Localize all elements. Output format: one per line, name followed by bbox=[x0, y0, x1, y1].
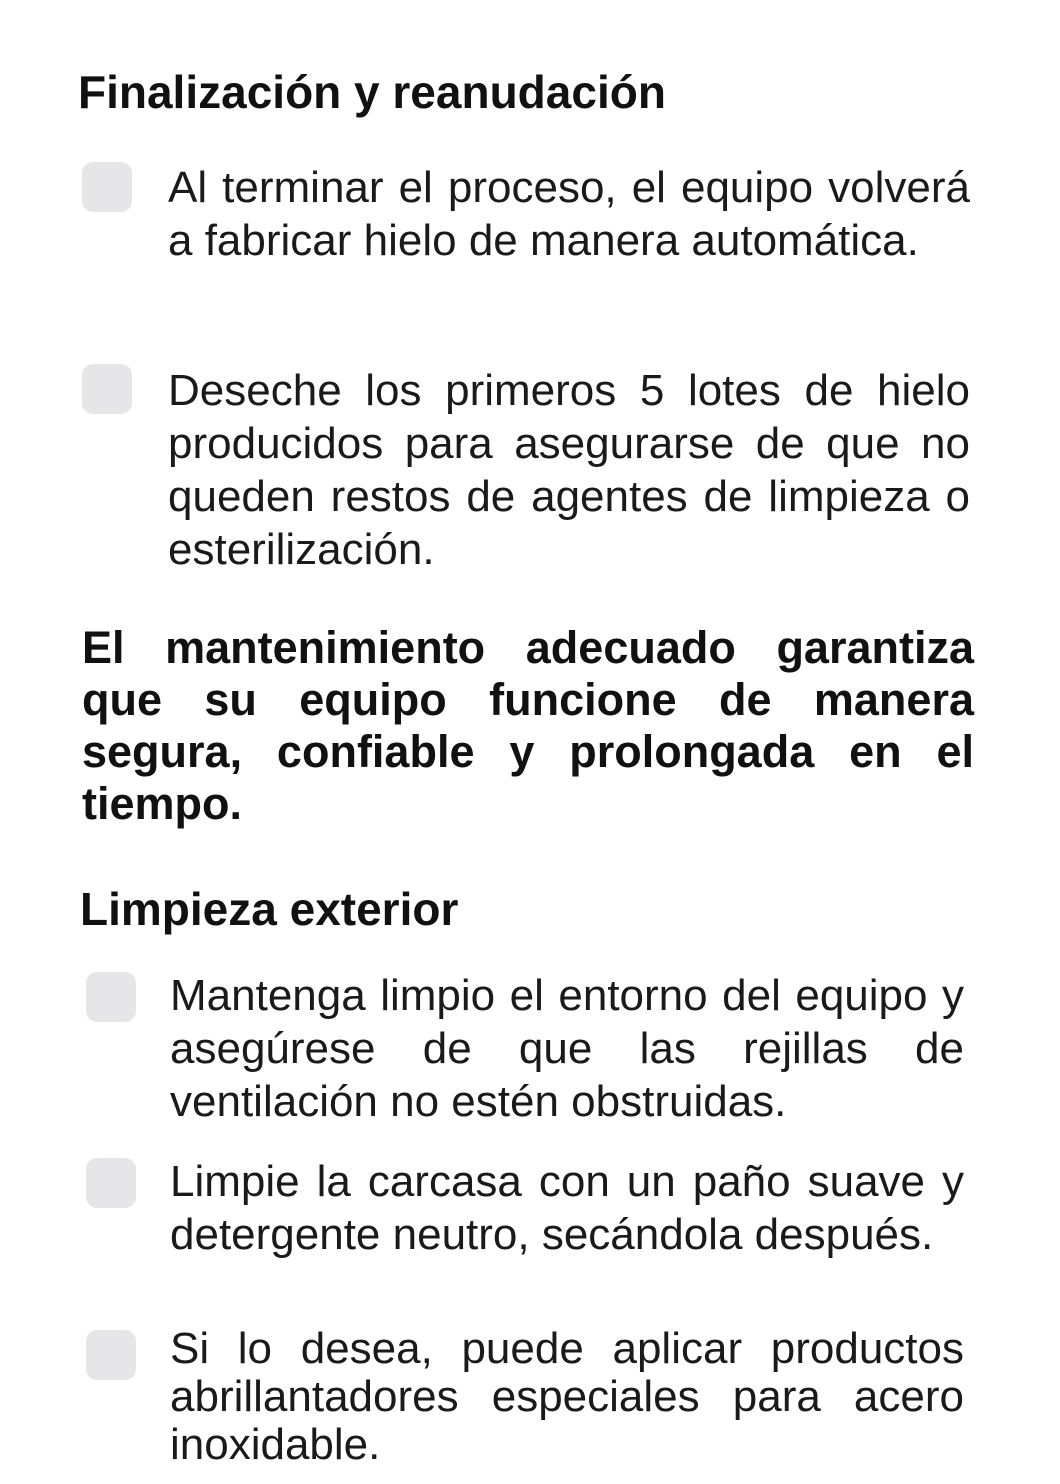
checklist-item bbox=[82, 162, 972, 322]
checklist-item bbox=[82, 364, 972, 579]
checklist-item-text: Deseche los primeros 5 lotes de hielo producidos para asegurarse de que no queden restos de agentes de limpieza o esterilización. bbox=[168, 366, 970, 574]
checkbox[interactable] bbox=[86, 1330, 136, 1380]
section-title-finalizacion: Finalización y reanudación bbox=[78, 66, 666, 118]
section-title-limpieza-exterior: Limpieza exterior bbox=[80, 883, 459, 935]
checkbox[interactable] bbox=[82, 364, 132, 414]
checklist-item bbox=[86, 1158, 966, 1318]
checkbox[interactable] bbox=[86, 1158, 136, 1208]
checklist-item-text: Limpie la carcasa con un paño suave y detergente neutro, secándola después. bbox=[170, 1157, 964, 1259]
checklist-item bbox=[86, 972, 966, 1132]
maintenance-callout: El mantenimiento adecuado garantiza que su equipo funcione de manera segura, confiable y prolongada en el tiempo. bbox=[82, 622, 974, 829]
checkbox[interactable] bbox=[86, 972, 136, 1022]
checklist-item-text: Si lo desea, puede aplicar productos abrillantadores especiales para acero inoxidable. bbox=[170, 1324, 964, 1469]
checklist-item-text: Al terminar el proceso, el equipo volverá a fabricar hielo de manera automática. bbox=[168, 163, 970, 265]
checklist-item bbox=[86, 1324, 966, 1480]
checklist-item-text: Mantenga limpio el entorno del equipo y asegúrese de que las rejillas de ventilación no estén obstruidas. bbox=[170, 971, 964, 1126]
checkbox[interactable] bbox=[82, 162, 132, 212]
